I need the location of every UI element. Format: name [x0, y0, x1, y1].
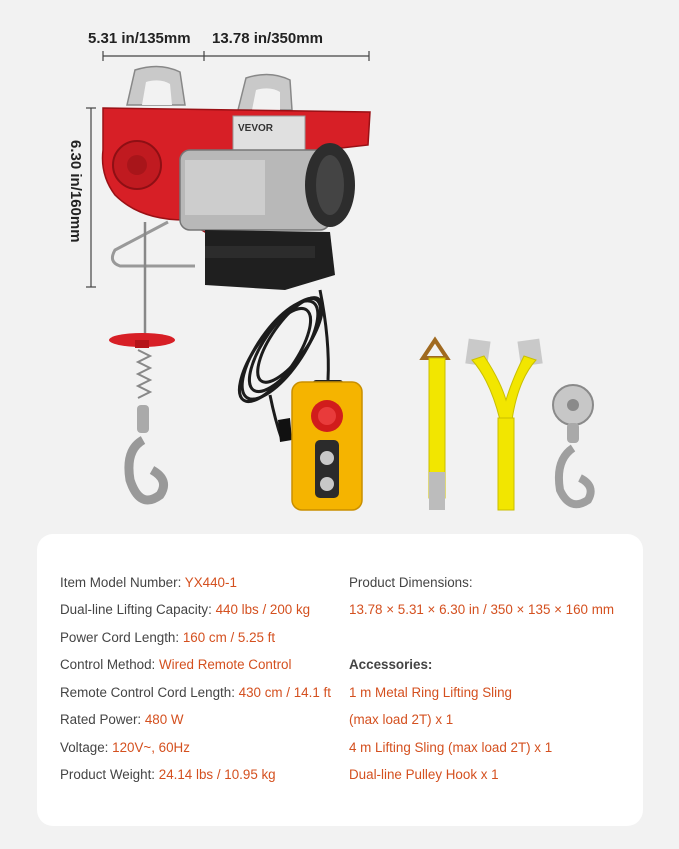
pulley-hook: [553, 385, 593, 504]
length-dimension-line: [204, 51, 369, 61]
height-dimension-line: [86, 108, 96, 287]
pendant-controller: [292, 380, 362, 510]
accessory-item: 1 m Metal Ring Lifting Sling: [349, 685, 512, 700]
spec-rated-power: Rated Power: 480 W: [60, 712, 184, 727]
metal-ring-sling: [423, 340, 447, 510]
brand-plate-text: VEVOR: [238, 123, 274, 134]
spec-power-cord: Power Cord Length: 160 cm / 5.25 ft: [60, 630, 276, 645]
width-dimension-label: 5.31 in/135mm: [88, 30, 191, 47]
accessory-item: 4 m Lifting Sling (max load 2T) x 1: [349, 740, 553, 755]
accessory-item: (max load 2T) x 1: [349, 712, 454, 727]
y-lifting-sling: [465, 339, 542, 510]
spec-control-method: Control Method: Wired Remote Control: [60, 657, 292, 672]
electric-hoist: [103, 66, 371, 290]
hoist-hook-assembly: [109, 222, 175, 500]
spec-weight: Product Weight: 24.14 lbs / 10.95 kg: [60, 767, 276, 782]
spec-model: Item Model Number: YX440-1: [60, 575, 237, 590]
dimensions-value: 13.78 × 5.31 × 6.30 in / 350 × 135 × 160 mm: [349, 602, 615, 617]
height-dimension-label: 6.30 in/160mm: [67, 140, 84, 243]
accessory-item: Dual-line Pulley Hook x 1: [349, 767, 499, 782]
spec-card: [37, 534, 643, 826]
accessories-heading: Accessories:: [349, 657, 433, 672]
plug: [278, 418, 292, 442]
spec-voltage: Voltage: 120V~, 60Hz: [60, 740, 190, 755]
width-dimension-line: [103, 51, 204, 61]
length-dimension-label: 13.78 in/350mm: [212, 30, 323, 47]
spec-remote-cord: Remote Control Cord Length: 430 cm / 14.1 ft: [60, 685, 331, 700]
dimensions-heading: Product Dimensions:: [349, 575, 473, 590]
spec-capacity: Dual-line Lifting Capacity: 440 lbs / 200 kg: [60, 602, 311, 617]
